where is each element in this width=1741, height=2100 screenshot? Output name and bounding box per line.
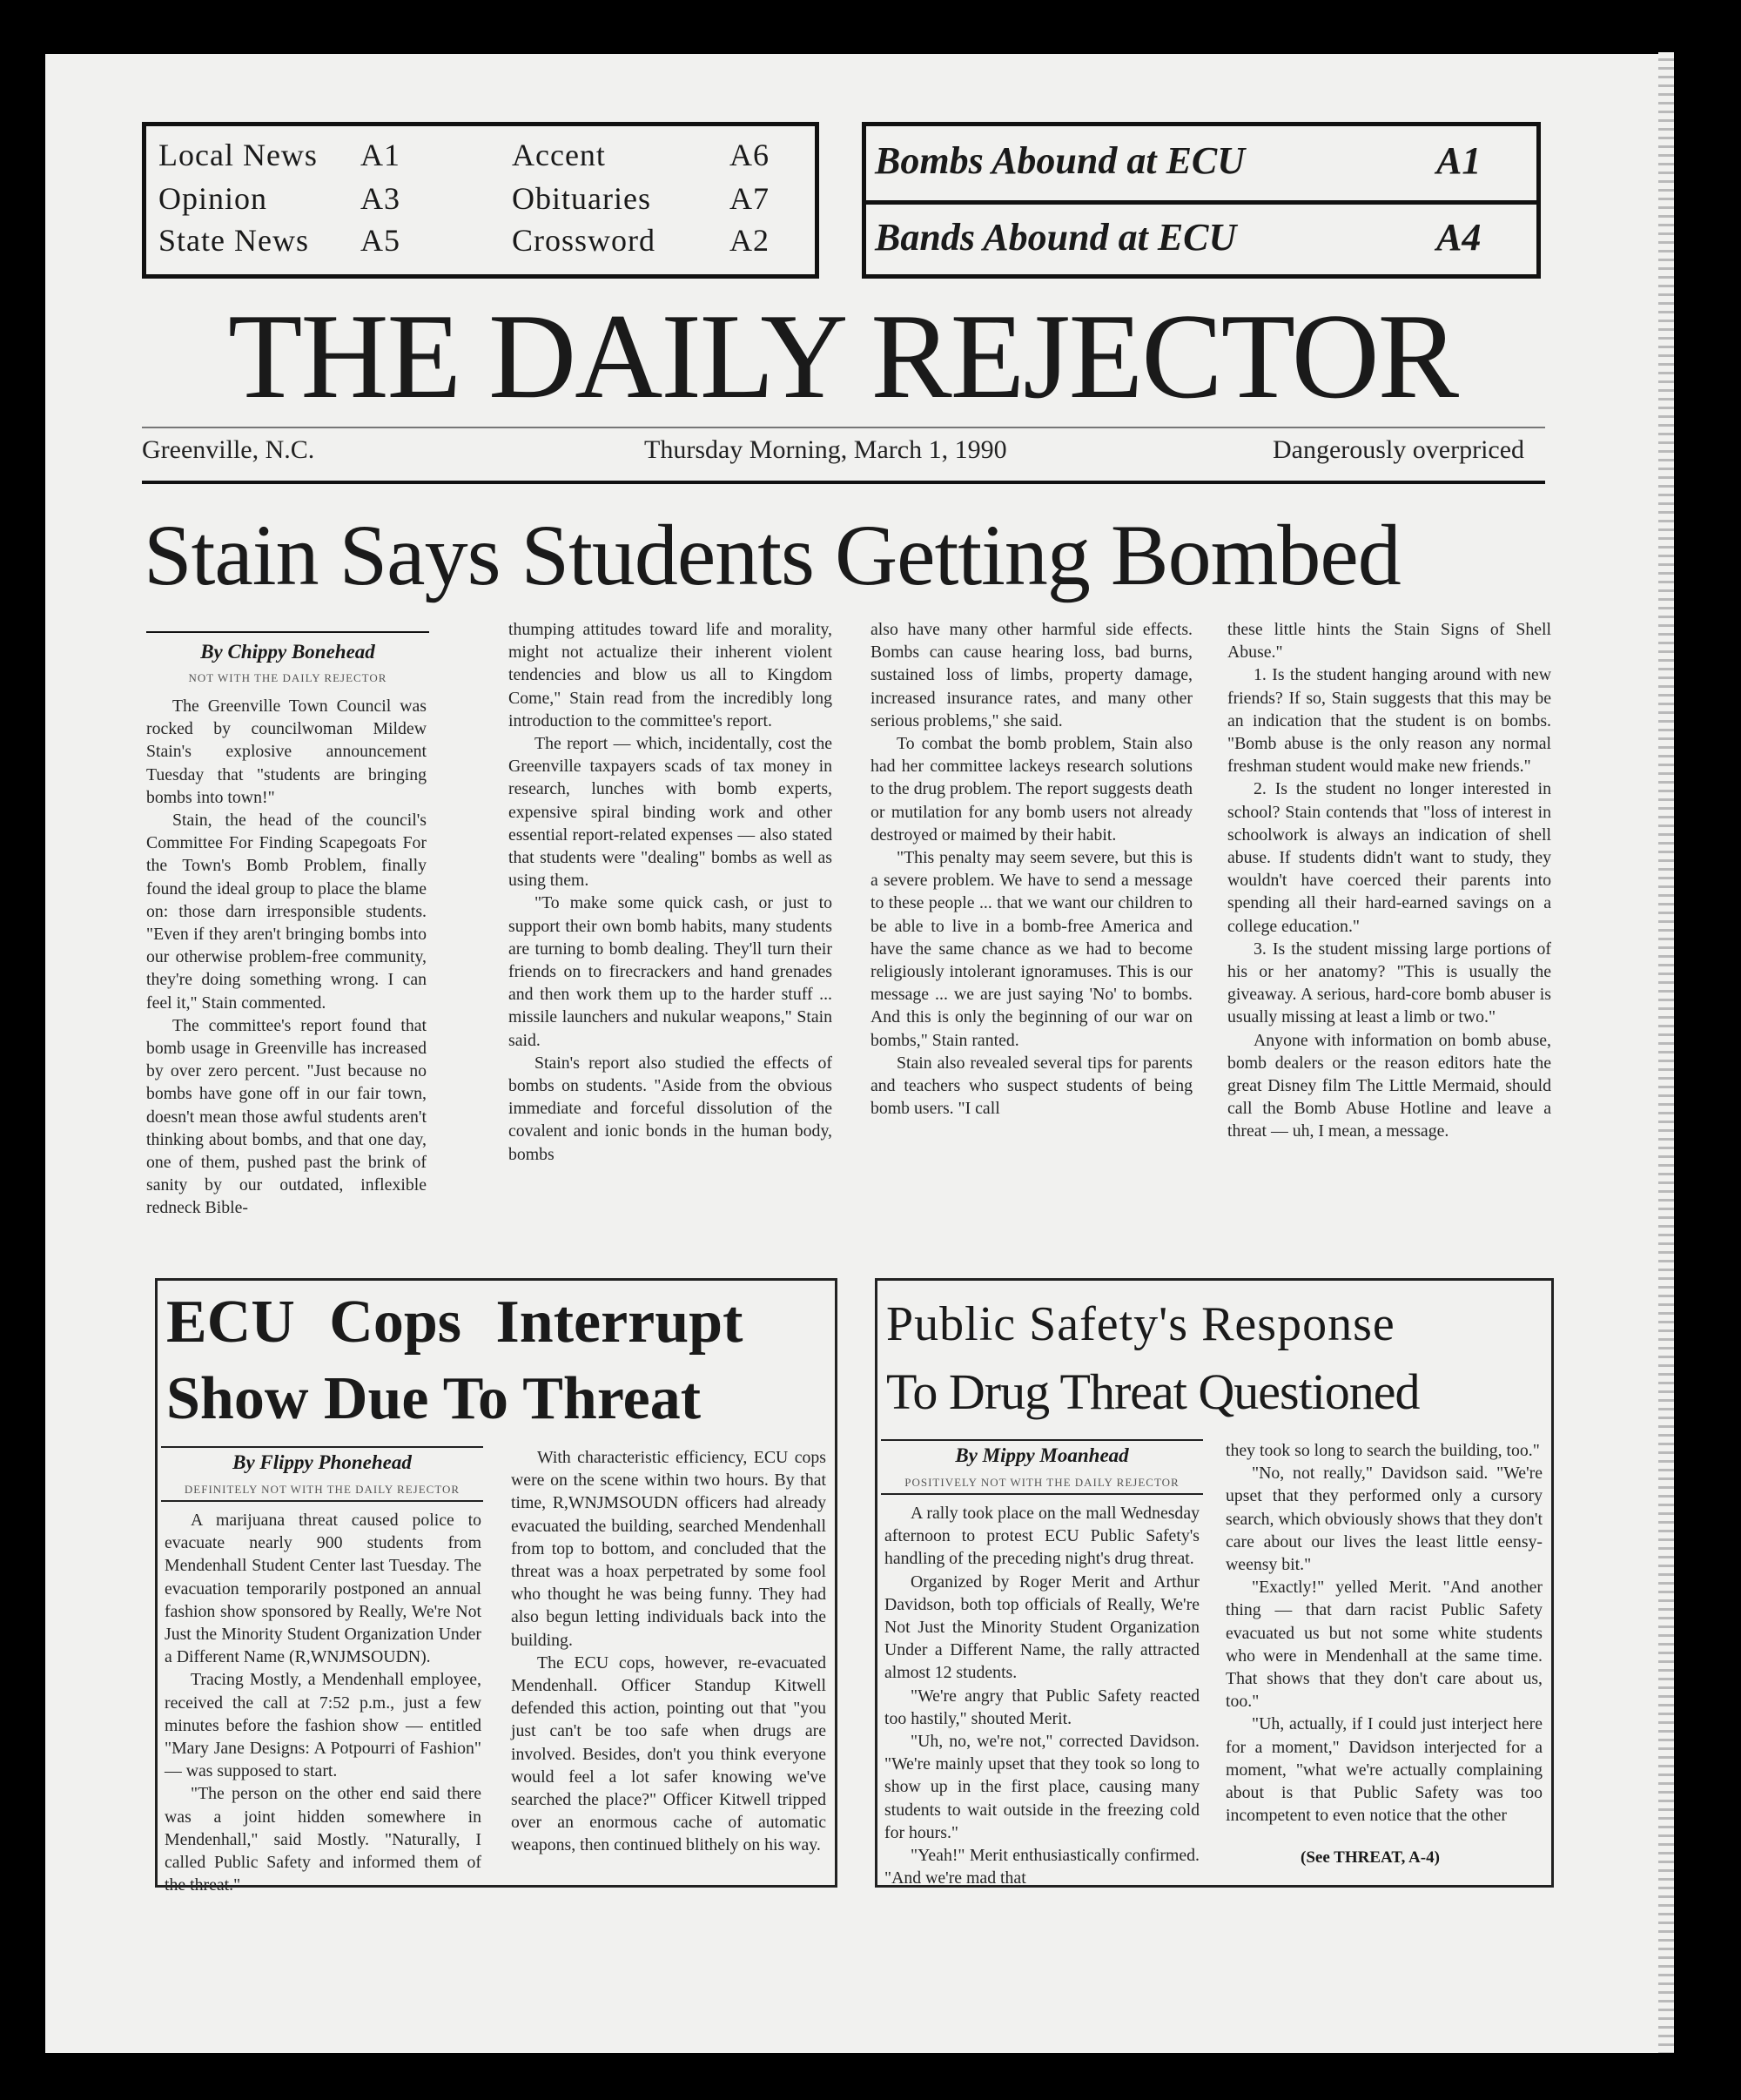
index-item-page: A2	[729, 223, 770, 258]
index-item-name[interactable]: State News	[158, 223, 309, 258]
paragraph: Stain, the head of the council's Committee For Finding Scapegoats For the Town's Bomb Problem, finally found the ideal group to place the blame on: those darn irresponsible students. "Even if they aren't bringing bombs into our otherwise problem-free community, they're doing something wrong. I can feel it," Stain commented.	[146, 811, 427, 1013]
lead-column-3	[870, 618, 1193, 1268]
paragraph: To combat the bomb problem, Stain also had her committee lackeys research solutions to the drug problem. The report suggests death or mutilation for any bomb users not already destroyed or maimed by their habit.	[870, 734, 1193, 845]
dateline-price: Dangerously overpriced	[1273, 435, 1525, 464]
index-item-page: A1	[360, 138, 400, 172]
paragraph: "We're angry that Public Safety reacted too hastily," shouted Merit.	[884, 1686, 1200, 1728]
index-item-name[interactable]: Obituaries	[512, 181, 651, 216]
cops-column-2	[511, 1446, 826, 1875]
paragraph: 1. Is the student hanging around with new friends? If so, Stain suggests that this may be an indication that the student is on bombs. "Bomb abuse is the only reason any normal freshman student would make new friends."	[1227, 665, 1551, 777]
paragraph: they took so long to search the building, too."	[1226, 1441, 1540, 1460]
masthead-title: THE DAILY REJECTOR	[227, 289, 1458, 424]
paragraph: The ECU cops, however, re-evacuated Mendenhall. Officer Standup Kitwell defended this action, pointing out that "you just can't be too safe when drugs are involved. Besides, don't you think everyone would feel a lot safer knowing we've searched the place?" Officer Kitwell tripped over an enormous cache of automatic weapons, then continued blithely on his way.	[511, 1652, 826, 1855]
index-item-name[interactable]: Local News	[158, 138, 318, 172]
teaser-item[interactable]	[866, 126, 1536, 198]
paragraph: these little hints the Stain Signs of Shell Abuse."	[1227, 620, 1551, 663]
teaser-box	[862, 122, 1541, 279]
paragraph: "To make some quick cash, or just to support their own bomb habits, many students are turning to bomb dealing. They'll turn their friends on to firecrackers and hand grenades and then work them up to the harder stuff ... missile launchers and nukular weapons," Stain said.	[508, 893, 832, 1050]
index-item-name[interactable]: Opinion	[158, 181, 268, 216]
lead-column-4	[1227, 618, 1551, 1257]
index-item-page: A6	[729, 138, 770, 172]
index-box	[142, 122, 819, 279]
paragraph: 2. Is the student no longer interested in school? Stain contends that "loss of interest in schoolwork is always an indication of shell abuse. If students didn't want to study, they wouldn't have coerced their parents into spending all their hard-earned savings on a college education."	[1227, 779, 1551, 936]
paragraph: A marijuana threat caused police to evacuate nearly 900 students from Mendenhall Student Center last Tuesday. The evacuation temporarily postponed an annual fashion show sponsored by Really, We're Not Just the Minority Student Organization Under a Different Name (R,WNJMSOUDN).	[165, 1511, 481, 1667]
cops-byline: By Flippy Phonehead	[232, 1451, 412, 1473]
paragraph: "The person on the other end said there was a joint hidden somewhere in Mendenhall," said Mostly. "Naturally, I called Public Safety and informed them of the threat."	[165, 1784, 481, 1895]
paragraph: 3. Is the student missing large portions of his or her anatomy? "This is usually the giveaway. A serious, hard-core bomb abuser is usually missing at least a limb or two."	[1227, 939, 1551, 1027]
byline-rule	[881, 1439, 1203, 1441]
cops-headline-line-2: Show Due To Threat	[166, 1365, 702, 1432]
index-item-page: A5	[360, 223, 400, 258]
paragraph: Organized by Roger Merit and Arthur Davidson, both top officials of Really, We're Not Just the Minority Student Organization Under a Different Name, the rally attracted almost 12 students.	[884, 1572, 1200, 1683]
teaser-title: Bombs Abound at ECU	[875, 139, 1246, 182]
byline-rule	[161, 1500, 483, 1502]
paragraph: The committee's report found that bomb usage in Greenville has increased by over zero percent. "Just because no bombs have gone off in our fair town, doesn't mean those awful students aren't thinking about bombs, and that one day, one of them, pushed past the brink of sanity by our outdated, inflexible redneck Bible-	[146, 1015, 427, 1218]
safety-story-box	[875, 1278, 1554, 1888]
paragraph: "No, not really," Davidson said. "We're upset that they performed only a cursory search, which obviously shows that they don't care about our lives the least little eensy-weensy bit."	[1226, 1464, 1543, 1575]
teaser-page: A1	[1436, 139, 1482, 182]
dateline-date: Thursday Morning, March 1, 1990	[644, 435, 1007, 464]
dateline-location: Greenville, N.C.	[142, 435, 315, 464]
paragraph: Stain also revealed several tips for parents and teachers who suspect students of being bomb users. "I call	[870, 1053, 1193, 1119]
page-edge	[1658, 52, 1674, 2053]
paragraph: Stain's report also studied the effects of bombs on students. "Aside from the obvious immediate and forceful dissolution of the covalent and ionic bonds in the human body, bombs	[508, 1053, 832, 1164]
lead-column-2	[508, 618, 832, 1268]
cops-headline-line-1: ECU Cops Interrupt	[166, 1289, 743, 1356]
dateline-rule	[142, 481, 1545, 484]
lead-column-1	[146, 695, 427, 1268]
masthead-rule	[142, 427, 1545, 428]
paragraph: "Exactly!" yelled Merit. "And another thing — that darn racist Public Safety evacuated us but not some white students who were in Mendenhall at the same time. That shows that they don't care about us, too."	[1226, 1578, 1543, 1712]
paragraph: "Yeah!" Merit enthusiastically confirmed. "And we're mad that	[884, 1846, 1200, 1888]
paragraph: A rally took place on the mall Wednesday afternoon to protest ECU Public Safety's handling of the preceding night's drug threat.	[884, 1504, 1200, 1569]
paragraph: "Uh, no, we're not," corrected Davidson. "We're mainly upset that they took so long to show up in the first place, causing many students to wait outside in the freezing cold for hours."	[884, 1732, 1200, 1842]
lead-headline: Stain Says Students Getting Bombed	[144, 507, 1401, 603]
paragraph: The Greenville Town Council was rocked by councilwoman Mildew Stain's explosive announcement Tuesday that "students are bringing bombs into town!"	[146, 697, 427, 807]
safety-column-2	[1226, 1439, 1543, 1841]
paragraph: Anyone with information on bomb abuse, bomb dealers or the reason editors hate the great Disney film The Little Mermaid, should call the Bomb Abuse Hotline and leave a threat — uh, I mean, a message.	[1227, 1030, 1551, 1141]
byline-rule	[161, 1446, 483, 1448]
safety-headline-line-1: Public Safety's Response	[886, 1297, 1395, 1351]
safety-headline-line-2: To Drug Threat Questioned	[886, 1363, 1420, 1420]
paragraph: also have many other harmful side effects. Bombs can cause hearing loss, bad burns, sustained loss of limbs, property damage, increased insurance rates, and many other serious problems," she said.	[870, 620, 1193, 730]
index-item-page: A7	[729, 181, 770, 216]
lead-credit: NOT WITH THE DAILY REJECTOR	[188, 671, 387, 684]
see-also-jump[interactable]: (See THREAT, A-4)	[1301, 1848, 1440, 1867]
cops-column-1	[165, 1509, 481, 1895]
teaser-page: A4	[1436, 216, 1482, 259]
paragraph: "This penalty may seem severe, but this is a severe problem. We have to send a message to these people ... that we want our children to be able to live in a bomb-free America and have the same chance as we had to become religiously intolerant ignoramuses. This is our message ... we are just saying 'No' to bombs. And this is only the beginning of our war on bombs," Stain ranted.	[870, 848, 1193, 1050]
teaser-title: Bands Abound at ECU	[875, 216, 1237, 259]
teaser-item[interactable]	[866, 203, 1536, 274]
index-item-name[interactable]: Accent	[512, 138, 606, 172]
byline-rule	[146, 631, 429, 633]
cops-credit: DEFINITELY NOT WITH THE DAILY REJECTOR	[184, 1483, 460, 1496]
byline-rule	[881, 1493, 1203, 1495]
lead-byline: By Chippy Bonehead	[200, 641, 375, 663]
paragraph: "Uh, actually, if I could just interject here for a moment," Davidson interjected for a moment, "what we're actually complaining about is that Public Safety was too incompetent to even notice that the other	[1226, 1714, 1543, 1826]
index-item-name[interactable]: Crossword	[512, 223, 656, 258]
paragraph: With characteristic efficiency, ECU cops were on the scene within two hours. By that time, R,WNJMSOUDN officers had already evacuated the building, searched Mendenhall from top to bottom, and concluded that the threat was a hoax perpetrated by some fool who thought he was being funny. They had also begun letting individuals back into the building.	[511, 1448, 826, 1650]
paragraph: The report — which, incidentally, cost the Greenville taxpayers scads of tax money in research, lunches with bomb experts, expensive spiral binding work and other essential report-related expenses — also stated that students were "dealing" bombs as well as using them.	[508, 734, 832, 891]
safety-column-1	[884, 1502, 1200, 1888]
paragraph: Tracing Mostly, a Mendenhall employee, received the call at 7:52 p.m., just a few minutes before the fashion show — entitled "Mary Jane Designs: A Potpourri of Fashion" — was supposed to start.	[165, 1670, 481, 1781]
safety-byline: By Mippy Moanhead	[955, 1444, 1129, 1466]
safety-credit: POSITIVELY NOT WITH THE DAILY REJECTOR	[904, 1476, 1180, 1489]
paragraph: thumping attitudes toward life and morality, might not actualize their inherent violent tendencies and blow us all to Kingdom Come," Stain read from the incredibly long introduction to the committee's report.	[508, 620, 832, 730]
index-item-page: A3	[360, 181, 400, 216]
cops-story-box	[155, 1278, 837, 1895]
